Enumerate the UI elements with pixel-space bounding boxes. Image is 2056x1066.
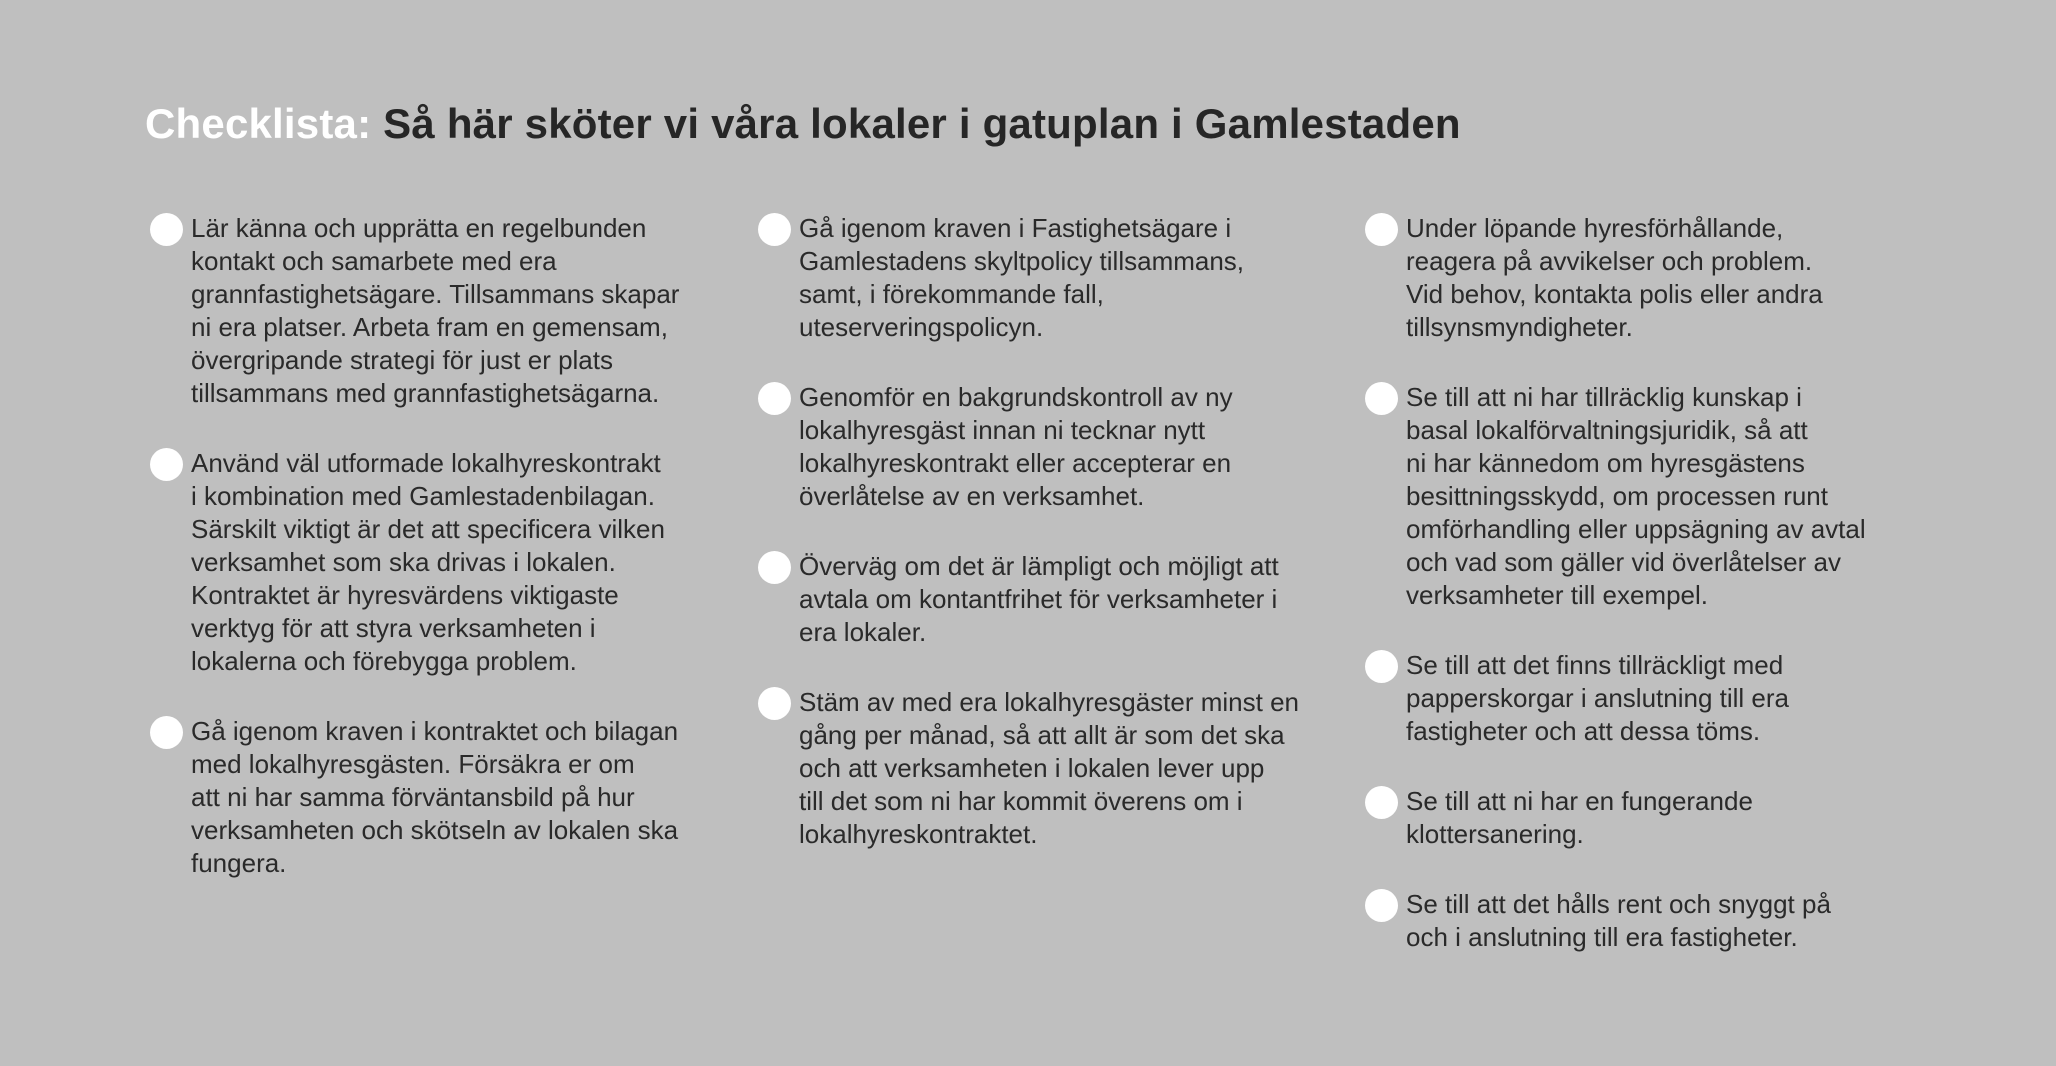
checkbox-circle-icon[interactable] <box>150 716 183 749</box>
checklist-item-text: Se till att det finns tillräckligt med papperskorgar i anslutning till era fastigheter och att dessa töms. <box>1406 650 1789 746</box>
checkbox-circle-icon[interactable] <box>1365 786 1398 819</box>
checklist-item <box>1365 785 1925 851</box>
checkbox-circle-icon[interactable] <box>1365 382 1398 415</box>
checklist-item-text: Lär känna och upprätta en regelbunden kontakt och samarbete med era grannfastighetsägare. Tillsammans skapar ni era platser. Arbeta fram en gemensam, övergripande strategi för just er plats tillsammans med grannfastighetsägarna. <box>191 213 680 408</box>
page-title <box>145 100 1461 148</box>
checklist-item <box>150 715 725 880</box>
checkbox-circle-icon[interactable] <box>1365 889 1398 922</box>
checklist-item <box>758 381 1333 513</box>
checklist-item <box>758 686 1333 851</box>
checklist-item <box>1365 649 1925 748</box>
title-text: Så här sköter vi våra lokaler i gatuplan i Gamlestaden <box>383 100 1461 147</box>
checklist-item-text: Under löpande hyresförhållande, reagera på avvikelser och problem. Vid behov, kontakta polis eller andra tillsynsmyndigheter. <box>1406 213 1823 342</box>
checkbox-circle-icon[interactable] <box>758 382 791 415</box>
checklist-item <box>1365 212 1925 344</box>
checklist-item <box>758 550 1333 649</box>
checklist-item-text: Överväg om det är lämpligt och möjligt att avtala om kontantfrihet för verksamheter i era lokaler. <box>799 551 1279 647</box>
title-prefix: Checklista: <box>145 100 372 147</box>
checklist-item <box>150 212 725 410</box>
checklist-item <box>1365 381 1925 612</box>
checklist-item-text: Se till att ni har tillräcklig kunskap i basal lokalförvaltningsjuridik, så att ni har kännedom om hyresgästens besittningsskydd, om processen runt omförhandling eller uppsägning av avtal och vad som gäller vid överlåtelser av verksamheter till exempel. <box>1406 382 1866 610</box>
checklist-item-text: Genomför en bakgrundskontroll av ny lokalhyresgäst innan ni tecknar nytt lokalhyreskontrakt eller accepterar en överlåtelse av en verksamhet. <box>799 382 1233 511</box>
checklist-item <box>1365 888 1925 954</box>
checklist-item-text: Använd väl utformade lokalhyreskontrakt i kombination med Gamlestadenbilagan. Särskilt viktigt är det att specificera vilken verksamhet som ska drivas i lokalen. Kontraktet är hyresvärdens viktigaste verktyg för att styra verksamheten i lokalerna och förebygga problem. <box>191 448 665 676</box>
checkbox-circle-icon[interactable] <box>758 551 791 584</box>
checkbox-circle-icon[interactable] <box>758 213 791 246</box>
checkbox-circle-icon[interactable] <box>150 213 183 246</box>
checklist-item-text: Gå igenom kraven i kontraktet och bilagan med lokalhyresgästen. Försäkra er om att ni har samma förväntansbild på hur verksamheten och skötseln av lokalen ska fungera. <box>191 716 679 878</box>
checklist-column-1 <box>150 212 725 917</box>
checkbox-circle-icon[interactable] <box>1365 650 1398 683</box>
checkbox-circle-icon[interactable] <box>1365 213 1398 246</box>
checklist-item-text: Gå igenom kraven i Fastighetsägare i Gamlestadens skyltpolicy tillsammans, samt, i förekommande fall, uteserveringspolicyn. <box>799 213 1245 342</box>
checklist-column-3 <box>1365 212 1925 991</box>
checkbox-circle-icon[interactable] <box>150 448 183 481</box>
checkbox-circle-icon[interactable] <box>758 687 791 720</box>
checklist-item-text: Stäm av med era lokalhyresgäster minst en gång per månad, så att allt är som det ska och att verksamheten i lokalen lever upp till det som ni har kommit överens om i lokalhyreskontraktet. <box>799 687 1299 849</box>
checklist-item-text: Se till att det hålls rent och snyggt på och i anslutning till era fastigheter. <box>1406 889 1831 952</box>
checklist-item <box>150 447 725 678</box>
checklist-item-text: Se till att ni har en fungerande klottersanering. <box>1406 786 1753 849</box>
checklist-column-2 <box>758 212 1333 888</box>
checklist-item <box>758 212 1333 344</box>
